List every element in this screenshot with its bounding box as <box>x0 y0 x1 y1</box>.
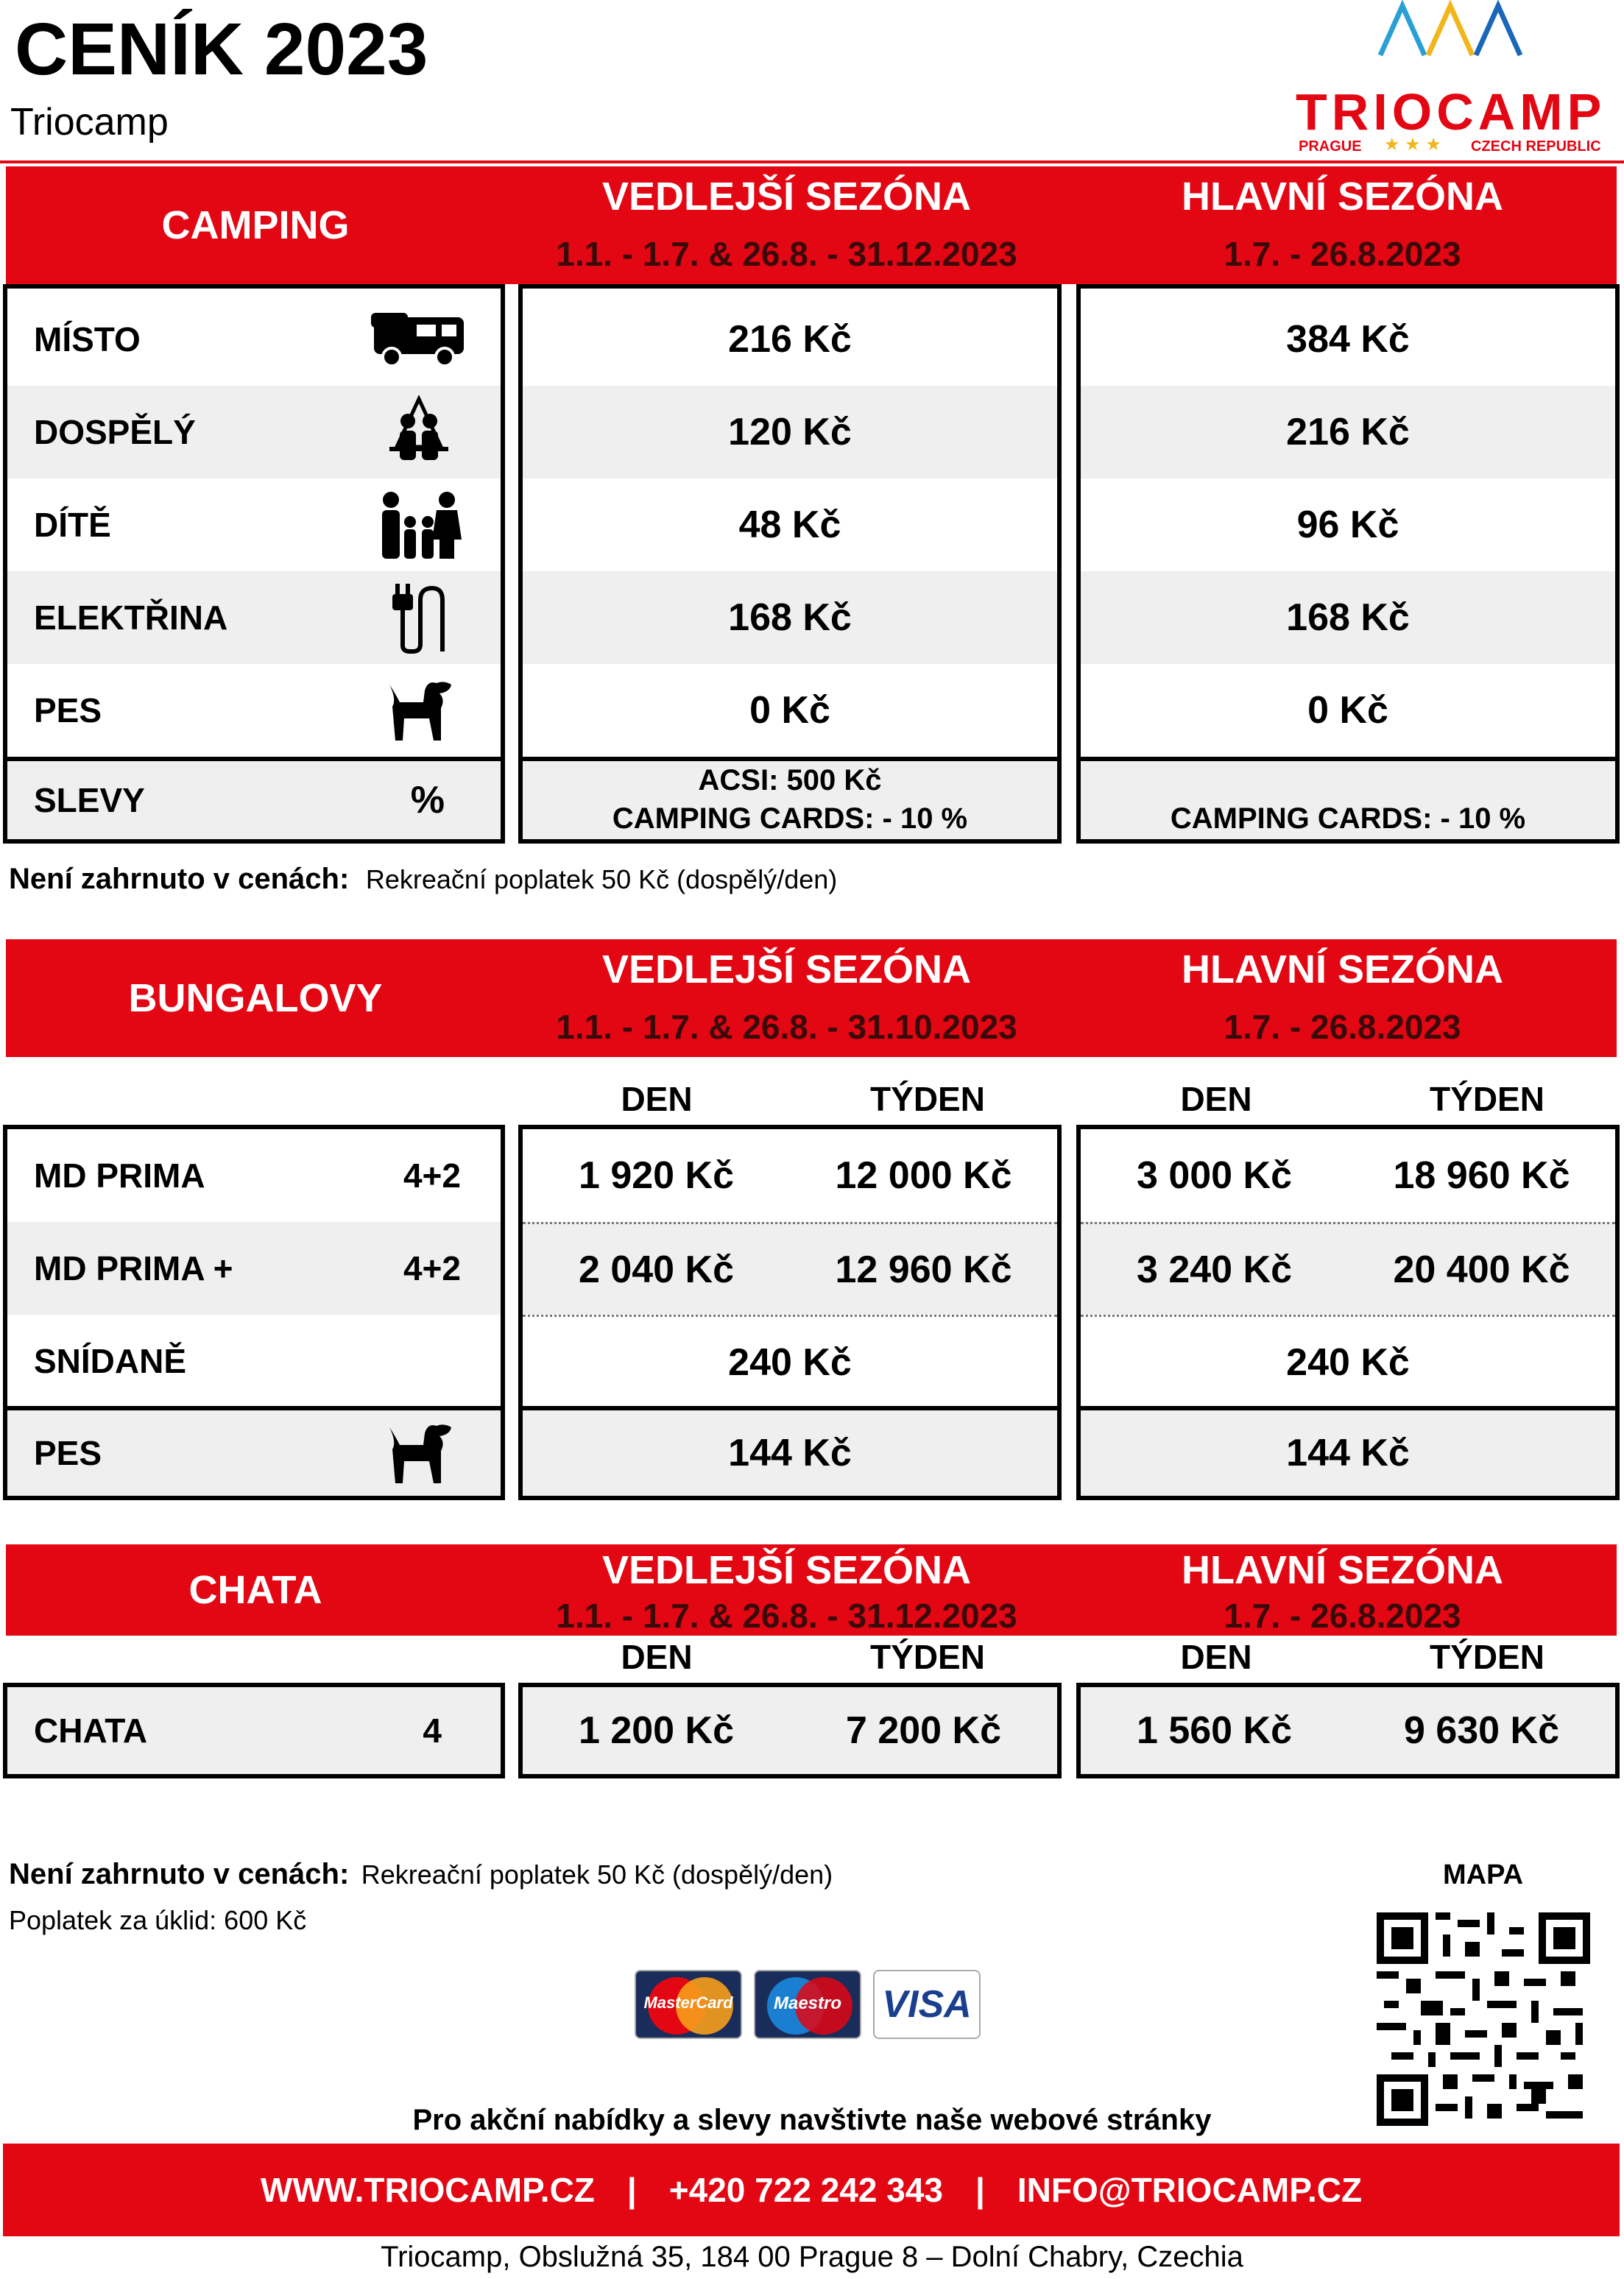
camping-high-electricity: 168 Kč <box>1286 596 1410 639</box>
bungalows-high-row <box>1081 1410 1615 1496</box>
camping-row-electricity <box>7 571 501 664</box>
camping-low-place: 216 Kč <box>728 318 852 361</box>
chata-col-low-week: TÝDEN <box>870 1638 985 1676</box>
chata-high-day: 1 560 Kč <box>1136 1709 1293 1752</box>
page-subtitle: Triocamp <box>10 101 169 144</box>
bungalows-col-low-day: DEN <box>621 1080 693 1118</box>
bungalows-high-breakfast: 240 Kč <box>1286 1340 1410 1384</box>
chata-high-season: HLAVNÍ SEZÓNA <box>1181 1548 1503 1592</box>
family-icon <box>364 484 474 565</box>
bungalows-season-header <box>505 939 1617 1057</box>
mastercard-text: MasterCard <box>643 1993 733 2012</box>
logo-stars: ★ ★ ★ <box>1384 135 1441 155</box>
cleaning-fee: Poplatek za úklid: 600 Kč <box>9 1905 307 1935</box>
logo-triangles-icon <box>1377 0 1524 59</box>
visa-text: VISA <box>882 1983 972 2026</box>
bungalows-low-dates: 1.1. - 1.7. & 26.8. - 31.10.2023 <box>556 1008 1017 1046</box>
bungalows-high-row <box>1081 1315 1615 1407</box>
bungalows-label-prima: MD PRIMA <box>34 1156 205 1195</box>
camping-high-discount-cards: CAMPING CARDS: - 10 % <box>1170 802 1526 835</box>
camping-label-place: MÍSTO <box>34 320 141 358</box>
camping-row-dog <box>7 664 501 757</box>
camping-high-dog: 0 Kč <box>1307 689 1388 732</box>
chata-title: CHATA <box>6 1544 505 1636</box>
bungalows-low-row <box>523 1410 1057 1496</box>
camping-high-season: HLAVNÍ SEZÓNA <box>1181 174 1503 219</box>
footer-note-label: Není zahrnuto v cenách: <box>9 1858 350 1890</box>
camping-low-child: 48 Kč <box>738 504 841 546</box>
map-label: MAPA <box>1443 1859 1524 1890</box>
logo-text: TRIOCAMP <box>1296 83 1606 141</box>
camping-high-discount <box>1081 761 1615 839</box>
camping-title: CAMPING <box>6 166 505 284</box>
chata-col-low-day: DEN <box>621 1638 693 1676</box>
contact-separator: | <box>626 2171 637 2209</box>
camping-label-discount: SLEVY <box>34 781 145 819</box>
bungalows-low-dog: 144 Kč <box>728 1432 852 1474</box>
camping-row-place <box>7 293 501 386</box>
dog-icon <box>364 1413 474 1494</box>
camping-note-label: Není zahrnuto v cenách: <box>9 863 350 895</box>
chata-high-week: 9 630 Kč <box>1403 1709 1560 1752</box>
bungalows-low-row <box>523 1129 1057 1222</box>
camping-low-discount-acsi: ACSI: 500 Kč <box>698 764 882 796</box>
camping-note-text: Rekreační poplatek 50 Kč (dospělý/den) <box>365 864 838 894</box>
camping-low-box <box>518 284 1062 844</box>
camping-low-row <box>523 571 1057 664</box>
camping-low-dog: 0 Kč <box>749 689 830 732</box>
camping-label-child: DÍTĚ <box>34 506 111 544</box>
percent-icon: % <box>410 779 445 822</box>
camping-row-child <box>7 478 501 571</box>
camping-row-discount <box>7 761 501 839</box>
camping-high-row <box>1081 664 1615 757</box>
dog-icon <box>364 670 474 751</box>
camping-low-dates: 1.1. - 1.7. & 26.8. - 31.12.2023 <box>556 235 1017 273</box>
camper-van-icon <box>364 299 474 380</box>
electric-plug-icon <box>364 577 474 658</box>
camping-low-adult: 120 Kč <box>728 411 852 453</box>
logo-prague: PRAGUE <box>1299 138 1362 155</box>
bungalows-capacity-prima: 4+2 <box>403 1156 461 1195</box>
camping-low-row <box>523 664 1057 757</box>
camping-label-dog: PES <box>34 691 102 729</box>
camping-season-header <box>505 166 1617 284</box>
phone-link[interactable]: +420 722 242 343 <box>668 2171 943 2209</box>
website-link[interactable]: WWW.TRIOCAMP.CZ <box>260 2171 595 2209</box>
bungalows-high-row <box>1081 1129 1615 1222</box>
map-qr-code[interactable] <box>1377 1912 1590 2126</box>
bungalows-row-dog <box>7 1410 501 1496</box>
chata-low-day: 1 200 Kč <box>578 1709 735 1752</box>
bungalows-low-prima-plus-day: 2 040 Kč <box>578 1248 735 1291</box>
bungalows-high-dog: 144 Kč <box>1286 1432 1410 1474</box>
camping-low-discount <box>523 761 1057 839</box>
bungalows-col-high-week: TÝDEN <box>1430 1080 1544 1118</box>
camping-low-season: VEDLEJŠÍ SEZÓNA <box>601 174 972 219</box>
header-divider <box>0 160 1624 163</box>
chata-low-season: VEDLEJŠÍ SEZÓNA <box>601 1548 972 1592</box>
chata-capacity: 4 <box>423 1711 442 1750</box>
chata-season-header <box>505 1544 1617 1636</box>
address: Triocamp, Obslužná 35, 184 00 Prague 8 – Dolní Chabry, Czechia <box>381 2241 1243 2273</box>
camping-low-electricity: 168 Kč <box>728 596 852 639</box>
bungalows-high-prima-plus-week: 20 400 Kč <box>1393 1248 1570 1291</box>
bungalows-label-prima-plus: MD PRIMA + <box>34 1249 233 1287</box>
camping-label-adult: DOSPĚLÝ <box>34 413 196 451</box>
bungalows-high-season: HLAVNÍ SEZÓNA <box>1181 947 1503 992</box>
camping-high-dates: 1.7. - 26.8.2023 <box>1224 235 1461 273</box>
camping-label-electricity: ELEKTŘINA <box>34 598 228 637</box>
chata-row <box>7 1687 501 1774</box>
chata-low-dates: 1.1. - 1.7. & 26.8. - 31.12.2023 <box>556 1597 1017 1635</box>
bungalows-high-prima-day: 3 000 Kč <box>1136 1154 1293 1197</box>
camping-low-row <box>523 386 1057 478</box>
page-title: CENÍK 2023 <box>15 8 428 91</box>
camping-high-row <box>1081 478 1615 571</box>
bungalows-high-prima-week: 18 960 Kč <box>1393 1154 1570 1197</box>
camping-high-child: 96 Kč <box>1296 504 1399 546</box>
bungalows-low-prima-week: 12 000 Kč <box>835 1154 1012 1197</box>
chata-low-week: 7 200 Kč <box>845 1709 1002 1752</box>
email-link[interactable]: INFO@TRIOCAMP.CZ <box>1017 2171 1363 2209</box>
bungalows-label-breakfast: SNÍDANĚ <box>34 1342 187 1380</box>
camping-note <box>9 863 837 896</box>
chata-low-box <box>518 1683 1062 1778</box>
camping-high-row <box>1081 293 1615 386</box>
bungalows-low-box <box>518 1125 1062 1500</box>
chata-col-high-week: TÝDEN <box>1430 1638 1544 1676</box>
visa-logo <box>873 1970 981 2039</box>
contact-separator: | <box>975 2171 985 2209</box>
bungalows-high-box <box>1076 1125 1620 1500</box>
chata-high-dates: 1.7. - 26.8.2023 <box>1224 1597 1461 1635</box>
logo-czech: CZECH REPUBLIC <box>1471 138 1601 155</box>
chata-high-row <box>1081 1687 1615 1774</box>
bungalows-row-prima-plus <box>7 1222 501 1315</box>
bungalows-low-prima-day: 1 920 Kč <box>578 1154 735 1197</box>
camping-labels-box <box>3 284 505 844</box>
triocamp-logo <box>1281 0 1624 158</box>
mastercard-logo <box>635 1970 742 2039</box>
camping-high-place: 384 Kč <box>1286 318 1410 361</box>
bungalows-high-row <box>1081 1222 1615 1315</box>
camping-low-row <box>523 293 1057 386</box>
chata-high-box <box>1076 1683 1620 1778</box>
footer-note-text: Rekreační poplatek 50 Kč (dospělý/den) <box>361 1859 833 1890</box>
camping-high-box <box>1076 284 1620 844</box>
bungalows-label-dog: PES <box>34 1434 102 1472</box>
bungalows-row-prima <box>7 1129 501 1222</box>
bungalows-high-prima-plus-day: 3 240 Kč <box>1136 1248 1293 1291</box>
bungalows-col-low-week: TÝDEN <box>870 1080 985 1118</box>
bungalows-labels-box <box>3 1125 505 1500</box>
maestro-logo <box>754 1970 861 2039</box>
footer-note <box>9 1858 833 1891</box>
camping-low-row <box>523 478 1057 571</box>
chata-col-high-day: DEN <box>1180 1638 1252 1676</box>
bungalows-low-breakfast: 240 Kč <box>728 1340 852 1384</box>
promo-text: Pro akční nabídky a slevy navštivte naše webové stránky <box>412 2104 1212 2136</box>
contact-bar <box>3 2144 1620 2236</box>
bungalows-capacity-prima-plus: 4+2 <box>403 1249 461 1287</box>
bungalows-title: BUNGALOVY <box>6 939 505 1057</box>
chata-label: CHATA <box>34 1711 148 1750</box>
bungalows-low-row <box>523 1315 1057 1407</box>
camping-high-row <box>1081 571 1615 664</box>
chata-label-box <box>3 1683 505 1778</box>
bungalows-low-season: VEDLEJŠÍ SEZÓNA <box>601 947 972 992</box>
bungalows-col-high-day: DEN <box>1180 1080 1252 1118</box>
camping-low-discount-cards: CAMPING CARDS: - 10 % <box>612 802 968 835</box>
camping-high-adult: 216 Kč <box>1286 411 1410 453</box>
bungalows-high-dates: 1.7. - 26.8.2023 <box>1224 1008 1461 1046</box>
chata-low-row <box>523 1687 1057 1774</box>
adults-icon <box>364 392 474 473</box>
camping-row-adult <box>7 386 501 478</box>
camping-high-row <box>1081 386 1615 478</box>
bungalows-row-breakfast <box>7 1315 501 1407</box>
maestro-text: Maestro <box>773 1993 842 2013</box>
bungalows-low-row <box>523 1222 1057 1315</box>
bungalows-low-prima-plus-week: 12 960 Kč <box>835 1248 1012 1291</box>
